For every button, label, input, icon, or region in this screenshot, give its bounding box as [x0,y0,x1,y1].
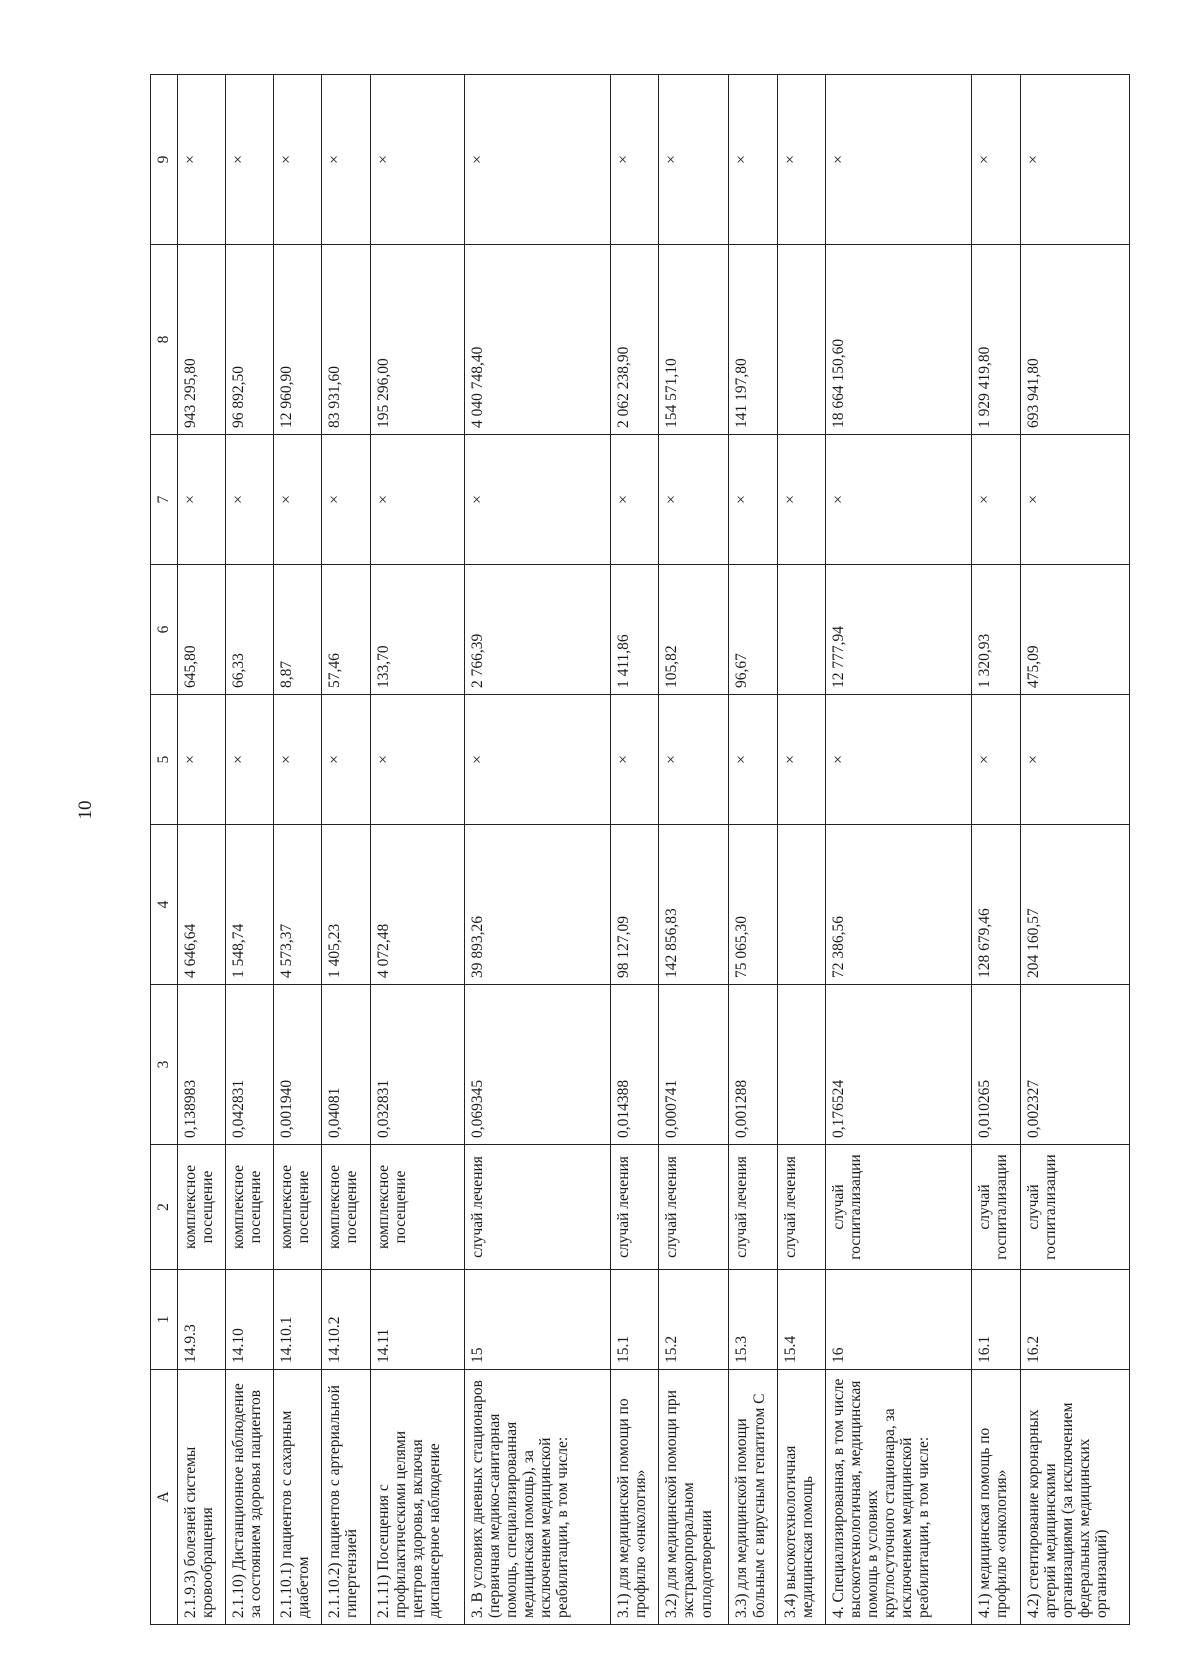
per-capita-value: 475,09 [1020,565,1130,695]
header-cell-1: 1 [151,1270,178,1370]
cell-col-9: × [370,75,464,245]
row-label: 3.3) для медицинской помощи больным с вирусным гепатитом С [729,1370,777,1625]
header-cell-9: 9 [151,75,178,245]
cell-col-5: × [1020,695,1130,825]
unit-of-measure: комплексное посещение [370,1145,464,1270]
row-number: 15 [464,1270,611,1370]
cost-norm: 1 548,74 [226,825,274,985]
per-capita-value: 57,46 [322,565,370,695]
cell-col-5: × [825,695,972,825]
cell-col-9: × [777,75,825,245]
table-row [322,75,370,1625]
per-capita-value: 133,70 [370,565,464,695]
volume-norm: 0,032831 [370,985,464,1145]
volume-norm: 0,04081 [322,985,370,1145]
total-value: 195 296,00 [370,245,464,435]
unit-of-measure: комплексное посещение [274,1145,322,1270]
unit-of-measure: случай лечения [729,1145,777,1270]
header-cell-7: 7 [151,435,178,565]
header-cell-2: 2 [151,1145,178,1270]
unit-of-measure: случай лечения [611,1145,659,1270]
total-value: 83 931,60 [322,245,370,435]
cost-norm: 98 127,09 [611,825,659,985]
total-value: 154 571,10 [659,245,729,435]
row-number: 16.2 [1020,1270,1130,1370]
cost-norm: 39 893,26 [464,825,611,985]
total-value: 96 892,50 [226,245,274,435]
cell-col-5: × [659,695,729,825]
cell-col-5: × [226,695,274,825]
unit-of-measure: комплексное посещение [178,1145,226,1270]
row-label: 3.1) для медицинской помощи по профилю «онкология» [611,1370,659,1625]
volume-norm: 0,069345 [464,985,611,1145]
row-number: 16.1 [972,1270,1020,1370]
cell-col-9: × [322,75,370,245]
cell-col-9: × [274,75,322,245]
row-label: 2.1.9.3) болезней системы кровообращения [178,1370,226,1625]
cell-col-7: × [226,435,274,565]
row-label: 4. Специализированная, в том числе высокотехнологичная, медицинская помощь в условиях круглосуточного стационара, за исключением медицинской реабилитации, в том числе: [825,1370,972,1625]
unit-of-measure: комплексное посещение [322,1145,370,1270]
cost-norm: 128 679,46 [972,825,1020,985]
cell-col-7: × [659,435,729,565]
per-capita-value: 105,82 [659,565,729,695]
row-number: 15.3 [729,1270,777,1370]
cell-col-5: × [729,695,777,825]
tariff-table [150,74,1130,1625]
table-row [370,75,464,1625]
volume-norm: 0,001940 [274,985,322,1145]
cost-norm: 75 065,30 [729,825,777,985]
volume-norm: 0,014388 [611,985,659,1145]
header-cell-4: 4 [151,825,178,985]
table-row [611,75,659,1625]
table-row [777,75,825,1625]
volume-norm [777,985,825,1145]
cell-col-7: × [777,435,825,565]
row-label: 4.2) стентирование коронарных артерий медицинскими организациями (за исключением федеральных медицинских организаций) [1020,1370,1130,1625]
cost-norm: 204 160,57 [1020,825,1130,985]
total-value: 12 960,90 [274,245,322,435]
tariff-table-sheet [150,75,1130,1625]
cell-col-7: × [1020,435,1130,565]
volume-norm: 0,000741 [659,985,729,1145]
cell-col-7: × [178,435,226,565]
cell-col-5: × [178,695,226,825]
row-number: 15.2 [659,1270,729,1370]
table-row [274,75,322,1625]
volume-norm: 0,176524 [825,985,972,1145]
volume-norm: 0,138983 [178,985,226,1145]
table-row [825,75,972,1625]
row-label: 3.4) высокотехнологичная медицинская помощь [777,1370,825,1625]
table-row [659,75,729,1625]
total-value: 4 040 748,40 [464,245,611,435]
volume-norm: 0,042831 [226,985,274,1145]
unit-of-measure: случай лечения [777,1145,825,1270]
row-number: 14.10 [226,1270,274,1370]
total-value: 2 062 238,90 [611,245,659,435]
cost-norm: 1 405,23 [322,825,370,985]
cell-col-7: × [611,435,659,565]
unit-of-measure: случай госпитализации [1020,1145,1130,1270]
unit-of-measure: случай госпитализации [825,1145,972,1270]
per-capita-value: 96,67 [729,565,777,695]
cell-col-7: × [825,435,972,565]
per-capita-value: 8,87 [274,565,322,695]
cell-col-5: × [972,695,1020,825]
cell-col-7: × [322,435,370,565]
cell-col-7: × [729,435,777,565]
per-capita-value: 66,33 [226,565,274,695]
row-number: 15.1 [611,1270,659,1370]
table-row [729,75,777,1625]
cost-norm: 142 856,83 [659,825,729,985]
cell-col-5: × [274,695,322,825]
header-cell-8: 8 [151,245,178,435]
header-cell-a: A [151,1370,178,1625]
header-cell-6: 6 [151,565,178,695]
table-row [972,75,1020,1625]
row-label: 2.1.10.1) пациентов с сахарным диабетом [274,1370,322,1625]
per-capita-value: 2 766,39 [464,565,611,695]
cost-norm: 72 386,56 [825,825,972,985]
header-row [151,75,178,1625]
row-number: 14.11 [370,1270,464,1370]
row-number: 14.10.2 [322,1270,370,1370]
cost-norm: 4 072,48 [370,825,464,985]
per-capita-value: 645,80 [178,565,226,695]
row-label: 3.2) для медицинской помощи при экстракорпоральном оплодотворении [659,1370,729,1625]
row-label: 2.1.11) Посещения с профилактическими целями центров здоровья, включая диспансерное наблюдение [370,1370,464,1625]
table-row [1020,75,1130,1625]
total-value: 943 295,80 [178,245,226,435]
cell-col-9: × [226,75,274,245]
per-capita-value [777,565,825,695]
cell-col-5: × [322,695,370,825]
header-cell-5: 5 [151,695,178,825]
cell-col-9: × [178,75,226,245]
volume-norm: 0,001288 [729,985,777,1145]
header-cell-3: 3 [151,985,178,1145]
cell-col-7: × [464,435,611,565]
cell-col-5: × [464,695,611,825]
unit-of-measure: случай госпитализации [972,1145,1020,1270]
table-row [178,75,226,1625]
cell-col-5: × [611,695,659,825]
total-value: 18 664 150,60 [825,245,972,435]
row-number: 14.10.1 [274,1270,322,1370]
cost-norm: 4 573,37 [274,825,322,985]
cell-col-9: × [659,75,729,245]
cell-col-7: × [972,435,1020,565]
row-label: 4.1) медицинская помощь по профилю «онкология» [972,1370,1020,1625]
cell-col-9: × [611,75,659,245]
cell-col-5: × [777,695,825,825]
total-value: 141 197,80 [729,245,777,435]
table-row [226,75,274,1625]
per-capita-value: 1 320,93 [972,565,1020,695]
total-value [777,245,825,435]
row-label: 2.1.10) Дистанционное наблюдение за состоянием здоровья пациентов [226,1370,274,1625]
per-capita-value: 1 411,86 [611,565,659,695]
unit-of-measure: комплексное посещение [226,1145,274,1270]
per-capita-value: 12 777,94 [825,565,972,695]
cell-col-9: × [825,75,972,245]
cell-col-5: × [370,695,464,825]
cell-col-9: × [972,75,1020,245]
table-row [464,75,611,1625]
cell-col-9: × [1020,75,1130,245]
cell-col-7: × [370,435,464,565]
row-number: 15.4 [777,1270,825,1370]
cost-norm [777,825,825,985]
unit-of-measure: случай лечения [659,1145,729,1270]
cell-col-7: × [274,435,322,565]
row-label: 2.1.10.2) пациентов с артериальной гипертензией [322,1370,370,1625]
page-number: 10 [75,800,96,820]
row-label: 3. В условиях дневных стационаров (первичная медико-санитарная помощь, специализированная медицинская помощь), за исключением медицинской реабилитации, в том числе: [464,1370,611,1625]
volume-norm: 0,002327 [1020,985,1130,1145]
cell-col-9: × [729,75,777,245]
total-value: 693 941,80 [1020,245,1130,435]
row-number: 14.9.3 [178,1270,226,1370]
cell-col-9: × [464,75,611,245]
row-number: 16 [825,1270,972,1370]
unit-of-measure: случай лечения [464,1145,611,1270]
total-value: 1 929 419,80 [972,245,1020,435]
volume-norm: 0,010265 [972,985,1020,1145]
cost-norm: 4 646,64 [178,825,226,985]
